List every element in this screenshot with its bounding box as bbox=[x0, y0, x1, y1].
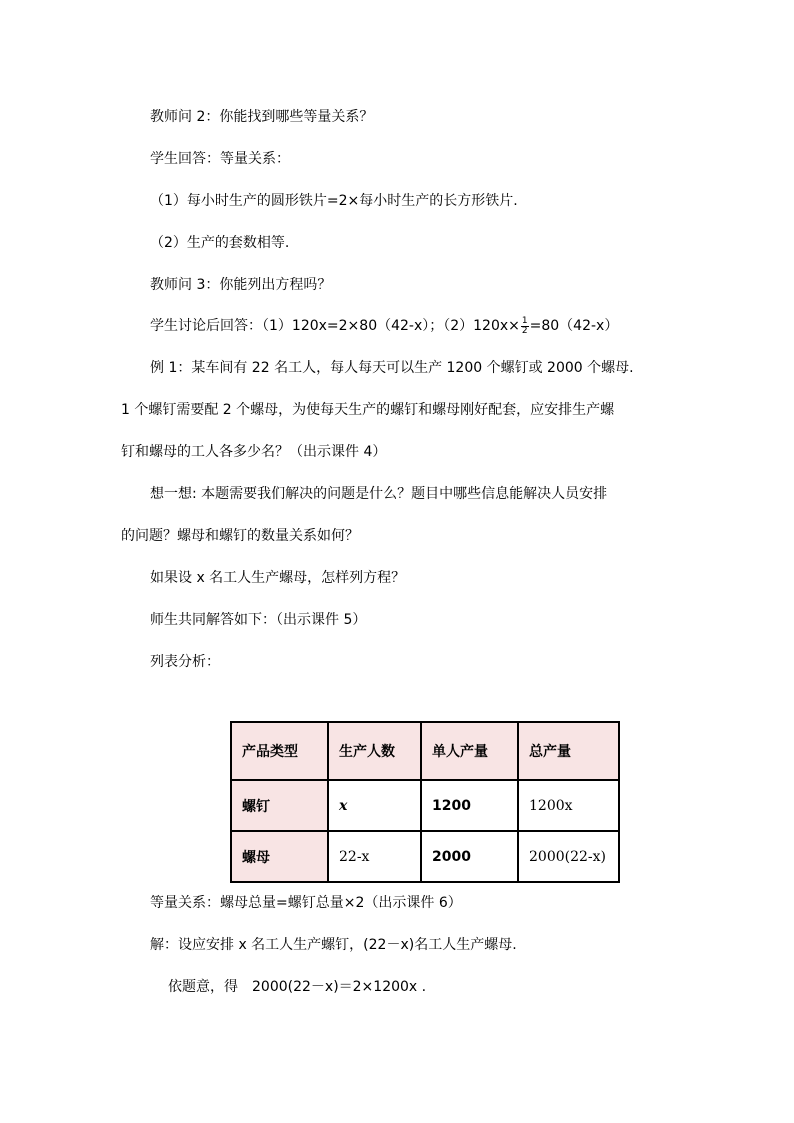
example-1-line-3: 钉和螺母的工人各多少名？（出示课件 4） bbox=[121, 444, 387, 460]
discussion-answer-suffix: =80（42-x） bbox=[529, 318, 619, 334]
relation-2: （2）生产的套数相等. bbox=[150, 235, 290, 251]
row-per-person: 1200 bbox=[421, 780, 518, 831]
header-workers: 生产人数 bbox=[328, 722, 421, 780]
table-analysis-label: 列表分析： bbox=[150, 654, 220, 670]
example-1-line-1: 例 1：某车间有 22 名工人，每人每天可以生产 1200 个螺钉或 2000 个螺母. bbox=[150, 360, 634, 376]
row-type: 螺母 bbox=[231, 831, 328, 882]
fraction-one-half bbox=[521, 317, 529, 336]
equation: 依题意，得 2000(22－x)＝2×1200x . bbox=[168, 979, 427, 995]
discussion-answer-prefix: 学生讨论后回答：（1）120x=2×80（42-x）；（2）120x× bbox=[150, 318, 520, 334]
joint-solve: 师生共同解答如下：（出示课件 5） bbox=[150, 612, 367, 628]
header-product-type: 产品类型 bbox=[231, 722, 328, 780]
equal-relation: 等量关系：螺母总量=螺钉总量×2（出示课件 6） bbox=[150, 895, 462, 911]
row-workers: 22-x bbox=[328, 831, 421, 882]
discussion-answer bbox=[150, 316, 618, 336]
teacher-question-3: 教师问 3：你能列出方程吗？ bbox=[150, 277, 332, 293]
think-line-2: 的问题？螺母和螺钉的数量关系如何？ bbox=[121, 528, 359, 544]
fraction-numerator: 1 bbox=[521, 315, 528, 326]
table-row bbox=[231, 780, 619, 831]
header-total: 总产量 bbox=[518, 722, 619, 780]
table-header-row bbox=[231, 722, 619, 780]
solution-setup: 解：设应安排 x 名工人生产螺钉，(22－x)名工人生产螺母. bbox=[150, 937, 517, 953]
think-line-1: 想一想: 本题需要我们解决的问题是什么？题目中哪些信息能解决人员安排 bbox=[150, 486, 608, 502]
example-1-line-2: 1 个螺钉需要配 2 个螺母，为使每天生产的螺钉和螺母刚好配套，应安排生产螺 bbox=[121, 402, 615, 418]
table-row bbox=[231, 831, 619, 882]
row-type: 螺钉 bbox=[231, 780, 328, 831]
row-total: 2000(22-x) bbox=[518, 831, 619, 882]
if-x-question: 如果设 x 名工人生产螺母，怎样列方程？ bbox=[150, 570, 406, 586]
teacher-question-2: 教师问 2：你能找到哪些等量关系？ bbox=[150, 109, 374, 125]
fraction-denominator: 2 bbox=[521, 325, 528, 336]
student-answer: 学生回答：等量关系： bbox=[150, 151, 290, 167]
row-total: 1200x bbox=[518, 780, 619, 831]
row-per-person: 2000 bbox=[421, 831, 518, 882]
header-per-person: 单人产量 bbox=[421, 722, 518, 780]
analysis-table bbox=[230, 721, 620, 883]
relation-1: （1）每小时生产的圆形铁片=2×每小时生产的长方形铁片. bbox=[150, 193, 518, 209]
row-workers: x bbox=[328, 780, 421, 831]
